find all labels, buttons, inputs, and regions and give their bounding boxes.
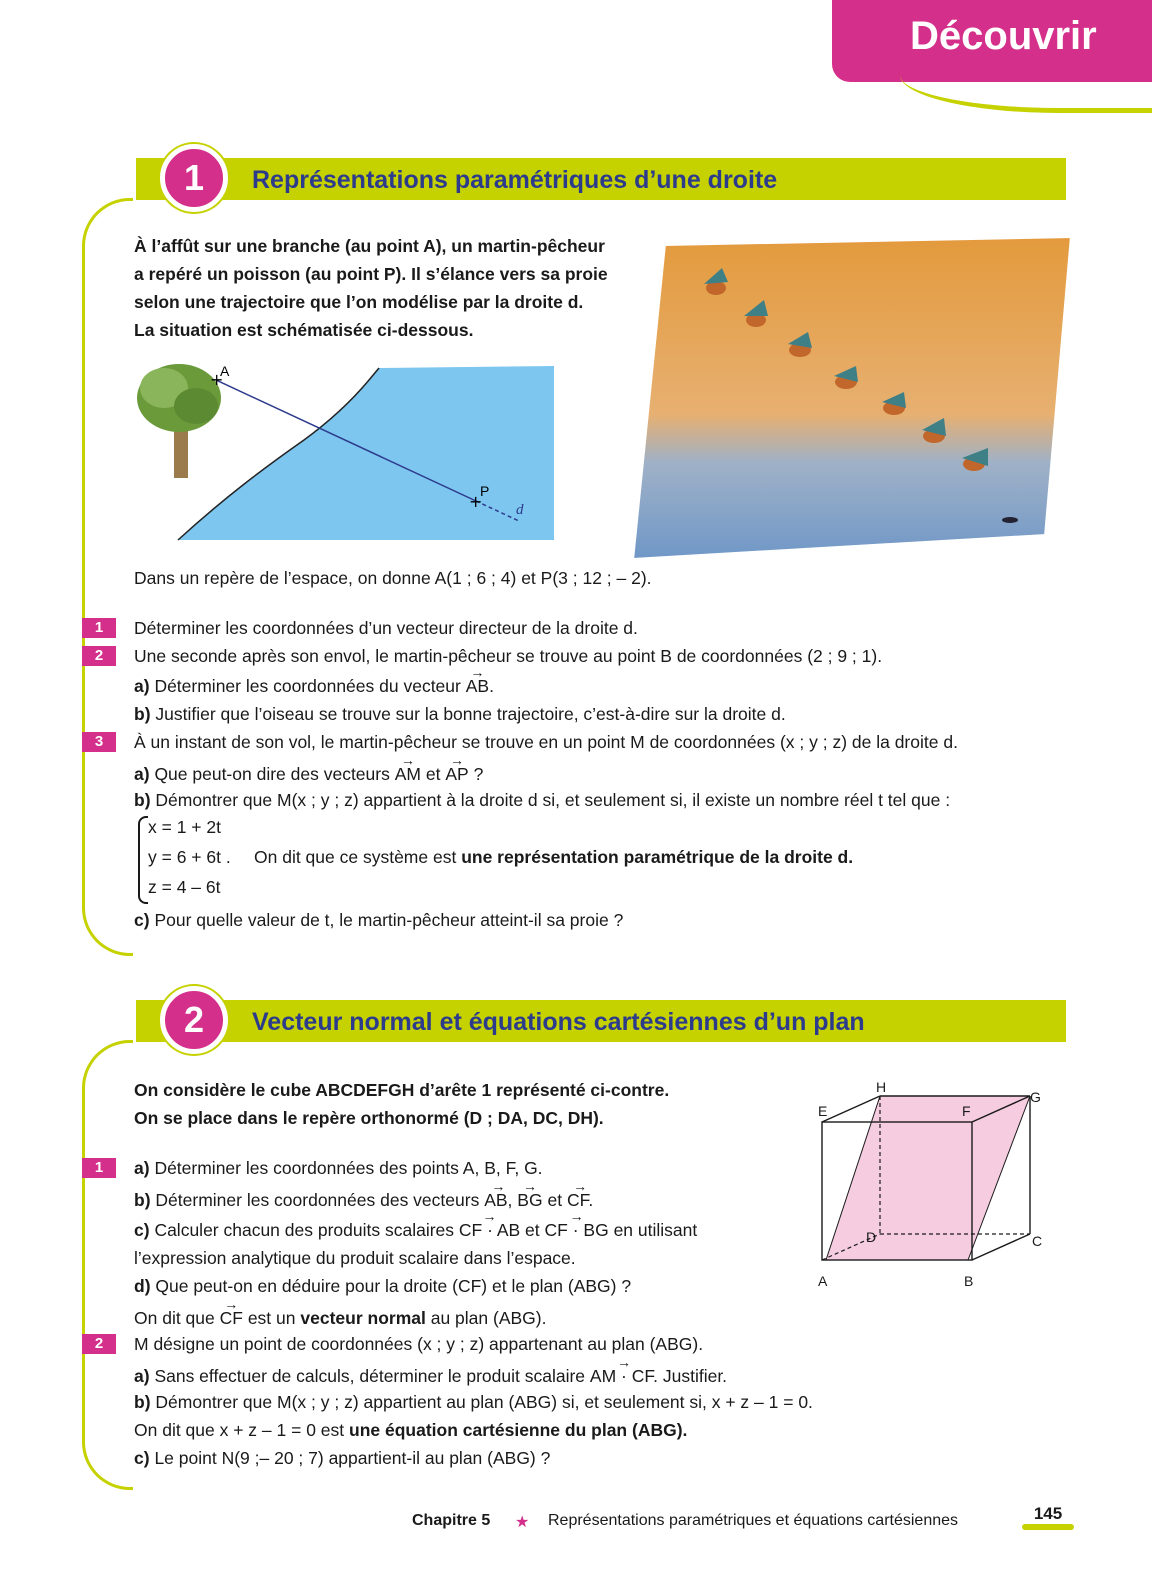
system-line1: x = 1 + 2t (148, 817, 221, 837)
cube-label-b: B (964, 1273, 974, 1289)
section1-q1-badge: 1 (82, 618, 116, 638)
section1-q3-badge: 3 (82, 732, 116, 752)
footer-chapter: Chapitre 5 (412, 1512, 491, 1529)
section1-frame (82, 198, 133, 956)
fish-icon (1002, 517, 1018, 523)
section2-q2-badge: 2 (82, 1334, 116, 1354)
section1-number: 1 (160, 144, 228, 212)
system-line3: z = 4 – 6t (148, 877, 221, 897)
trajectory-diagram (134, 358, 559, 548)
cube-label-h: H (876, 1079, 887, 1095)
tree-icon (137, 364, 224, 478)
section2-note2: On dit que x + z – 1 = 0 est une équation cartésienne du plan (ABG). (134, 1420, 688, 1440)
cross-a-icon: + (210, 370, 224, 389)
section2-intro1: On considère le cube ABCDEFGH d’arête 1 représenté ci-contre. (134, 1080, 670, 1100)
page-number-underline (1022, 1524, 1074, 1530)
section2-intro2: On se place dans le repère orthonormé (D ; DA, DC, DH). (134, 1108, 604, 1128)
cube-label-f: F (962, 1103, 971, 1119)
section2-q1c-line2: l’expression analytique du produit scalaire dans l’espace. (134, 1248, 576, 1268)
kingfisher-photo (604, 236, 1074, 570)
section2-q1a: a) Déterminer les coordonnées des points A, B, F, G. (134, 1158, 543, 1178)
section2-note1: On dit que → CF est un vecteur normal au plan (ABG). (134, 1306, 546, 1330)
section1-intro-line4: La situation est schématisée ci-dessous. (134, 320, 474, 340)
page-number: 145 (1033, 1504, 1063, 1523)
section2-frame (82, 1040, 133, 1490)
system-brace (138, 816, 148, 904)
diagram-label-d: d (516, 502, 524, 518)
section2-q2a: a) Sans effectuer de calculs, déterminer le produit scalaire → AM · CF. Justifier. (134, 1364, 727, 1388)
section2-q2c: c) Le point N(9 ;– 20 ; 7) appartient-il au plan (ABG) ? (134, 1448, 551, 1468)
section1-q3a: a) Que peut-on dire des vecteurs → AM et → AP ? (134, 762, 483, 786)
cube-diagram (812, 1076, 1052, 1296)
section1-intro-line2: a repéré un poisson (au point P). Il s’élance vers sa proie (134, 264, 608, 284)
cube-label-g: G (1030, 1089, 1041, 1105)
section1-context: Dans un repère de l’espace, on donne A(1 ; 6 ; 4) et P(3 ; 12 ; – 2). (134, 568, 652, 588)
section2-q1b: b) Déterminer les coordonnées des vecteurs → AB, → BG et → CF. (134, 1188, 593, 1212)
section1-q3b: b) Démontrer que M(x ; y ; z) appartient à la droite d si, et seulement si, il existe un nombre réel t tel que : (134, 790, 951, 810)
star-icon: ★ (515, 1514, 530, 1531)
section1-title: Représentations paramétriques d’une droite (252, 166, 778, 194)
photo-frame (632, 236, 1072, 560)
diagram-label-p: P (480, 483, 490, 499)
section1-intro-line1: À l’affût sur une branche (au point A), un martin-pêcheur (134, 236, 605, 256)
system-line2: y = 6 + 6t . (148, 847, 231, 867)
footer-title: Représentations paramétriques et équations cartésiennes (548, 1512, 959, 1529)
section2-number: 2 (160, 986, 228, 1054)
section2-q2b: b) Démontrer que M(x ; y ; z) appartient au plan (ABG) si, et seulement si, x + z – 1 = 0. (134, 1392, 813, 1412)
section2-q1d: d) Que peut-on en déduire pour la droite (CF) et le plan (ABG) ? (134, 1276, 632, 1296)
system-note: On dit que ce système est une représentation paramétrique de la droite d. (254, 847, 854, 867)
diagram-label-a: A (220, 363, 230, 379)
header-tab-underline (900, 68, 1152, 113)
section1-q2-badge: 2 (82, 646, 116, 666)
section1-q3c: c) Pour quelle valeur de t, le martin-pêcheur atteint-il sa proie ? (134, 910, 624, 930)
section1-q2b: b) Justifier que l’oiseau se trouve sur la bonne trajectoire, c’est-à-dire sur la droite d. (134, 704, 786, 724)
section1-q1: Déterminer les coordonnées d’un vecteur directeur de la droite d. (134, 618, 638, 638)
section2-q1c: c) Calculer chacun des produits scalaires → CF · AB et → CF · BG en utilisant (134, 1218, 697, 1242)
header-tab-label: Découvrir (910, 14, 1097, 58)
cube-label-a: A (818, 1273, 828, 1289)
section1-q2a: a) Déterminer les coordonnées du vecteur → AB. (134, 674, 494, 698)
section1-q2: Une seconde après son envol, le martin-pêcheur se trouve au point B de coordonnées (2 ; 9 ; 1). (134, 646, 883, 666)
cube-label-c: C (1032, 1233, 1043, 1249)
section1-intro-line3: selon une trajectoire que l’on modélise par la droite d. (134, 292, 584, 312)
cube-label-d: D (866, 1229, 877, 1245)
section2-q1-badge: 1 (82, 1158, 116, 1178)
section2-title: Vecteur normal et équations cartésiennes d’un plan (252, 1008, 865, 1036)
cube-label-e: E (818, 1103, 828, 1119)
cross-p-icon: + (469, 492, 483, 511)
section2-q2: M désigne un point de coordonnées (x ; y ; z) appartenant au plan (ABG). (134, 1334, 704, 1354)
section1-q3: À un instant de son vol, le martin-pêcheur se trouve en un point M de coordonnées (x ; y ; z) de la droite d. (134, 732, 958, 752)
water-area (178, 366, 554, 540)
